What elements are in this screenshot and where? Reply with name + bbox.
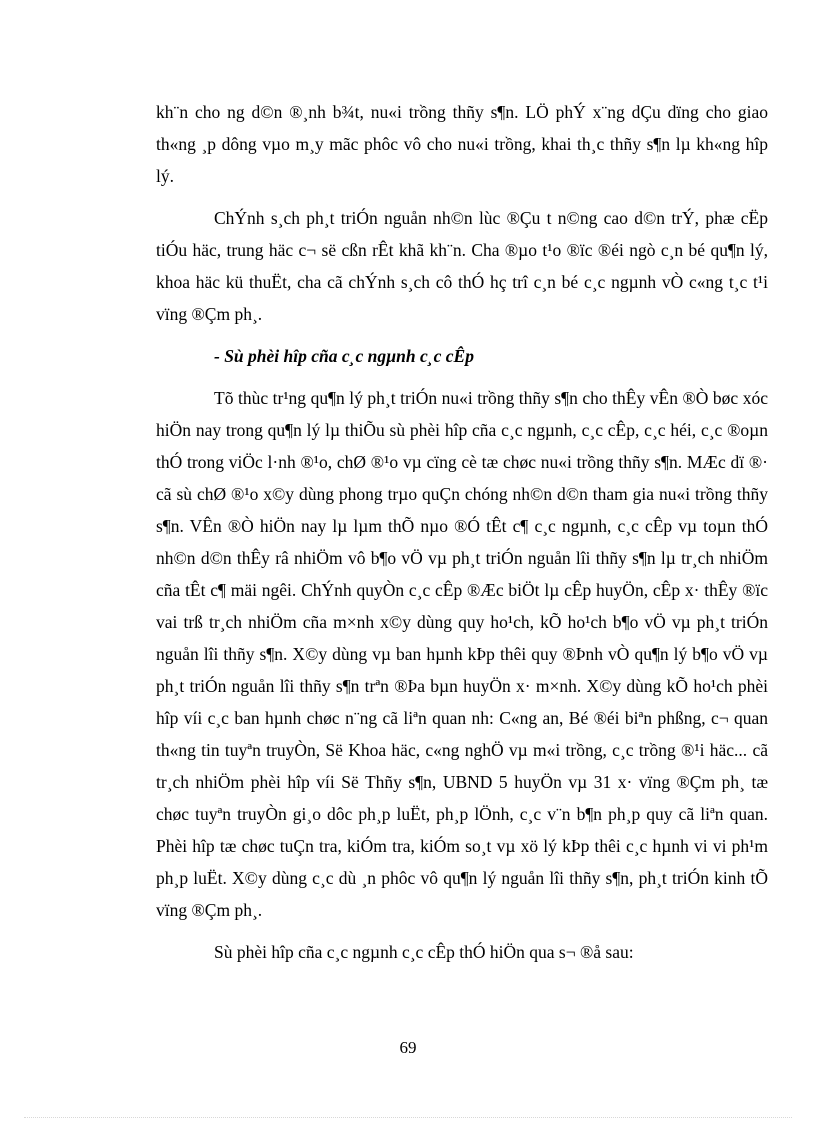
paragraph-continuation: kh¨n cho ng d©n ®¸nh b¾t, nu«i trồng thñy s¶n. LÖ phÝ x¨ng dÇu dïng cho giao th«ng ¸p dông vµo m¸y mãc phôc vô cho nu«i trồng, khai th¸c thñy s¶n lµ kh«ng hîp lý. [156, 102, 768, 186]
paragraph-diagram-intro: Sù phèi hîp cña c¸c ngµnh c¸c cÊp thÓ hiÖn qua s¬ ®å sau: [214, 942, 634, 962]
page-bottom-divider [24, 1117, 792, 1118]
document-body [156, 96, 768, 978]
paragraph-coordination: Tõ thùc tr¹ng qu¶n lý ph¸t triÓn nu«i trồng thñy s¶n cho thÊy vÊn ®Ò bøc xóc hiÖn nay trong qu¶n lý lµ thiÕu sù phèi hîp cña c¸c ngµnh, c¸c cÊp, c¸c héi, c¸c ®oµn thÓ trong viÖc l·nh ®¹o, chØ ®¹o vµ cïng cè tæ chøc nu«i trồng thñy s¶n. MÆc dï ®· cã sù chØ ®¹o x©y dùng phong trµo quÇn chóng nh©n d©n tham gia nu«i trồng thñy s¶n. VÊn ®Ò hiÖn nay lµ lµm thÕ nµo ®Ó tÊt c¶ c¸c ngµnh, c¸c cÊp vµ toµn thÓ nh©n d©n thÊy râ nhiÖm vô b¶o vÖ vµ ph¸t triÓn nguån lîi thñy s¶n lµ tr¸ch nhiÖm cña tÊt c¶ mäi ngêi. ChÝnh quyÒn c¸c cÊp ®Æc biÖt lµ cÊp huyÖn, cÊp x· thÊy ®ïc vai trß tr¸ch nhiÖm cña m×nh x©y dùng quy ho¹ch, kÕ ho¹ch b¶o vÖ vµ ph¸t triÓn nguån lîi thñy s¶n. X©y dùng vµ ban hµnh kÞp thêi quy ®Þnh vÒ qu¶n lý b¶o vÖ vµ ph¸t triÓn nguån lîi thñy s¶n trªn ®Þa bµn huyÖn x· m×nh. X©y dùng kÕ ho¹ch phèi hîp víi c¸c ban hµnh chøc n¨ng cã liªn quan nh: C«ng an, Bé ®éi biªn phßng, c¬ quan th«ng tin tuyªn truyÒn, Së Khoa häc, c«ng nghÖ vµ m«i trồng, c¸c trồng ®¹i häc... cã tr¸ch nhiÖm phèi hîp víi Së Thñy s¶n, UBND 5 huyÖn vµ 31 x· vïng ®Çm ph¸ tæ chøc tuyªn truyÒn gi¸o dôc ph¸p luËt, ph¸p lÖnh, c¸c v¨n b¶n ph¸p quy cã liªn quan. Phèi hîp tæ chøc tuÇn tra, kiÓm tra, kiÓm so¸t vµ xö lý kÞp thêi c¸c hµnh vi vi ph¹m ph¸p luËt. X©y dùng c¸c dù ¸n phôc vô qu¶n lý nguån lîi thñy s¶n, ph¸t triÓn kinh tÕ vïng ®Çm ph¸. [156, 388, 768, 920]
paragraph-policy: ChÝnh s¸ch ph¸t triÓn nguån nh©n lùc ®Çu t n©ng cao d©n trÝ, phæ cËp tiÓu häc, trung häc c¬ së cßn rÊt khã kh¨n. Cha ®µo t¹o ®ïc ®éi ngò c¸n bé qu¶n lý, khoa häc kü thuËt, cha cã chÝnh s¸ch cô thÓ hç trî c¸n bé c¸c ngµnh vÒ c«ng t¸c t¹i vïng ®Çm ph¸. [156, 208, 768, 324]
page-number: 69 [399, 1038, 417, 1057]
section-heading: - Sù phèi hîp cña c¸c ngµnh c¸c cÊp [214, 346, 474, 366]
